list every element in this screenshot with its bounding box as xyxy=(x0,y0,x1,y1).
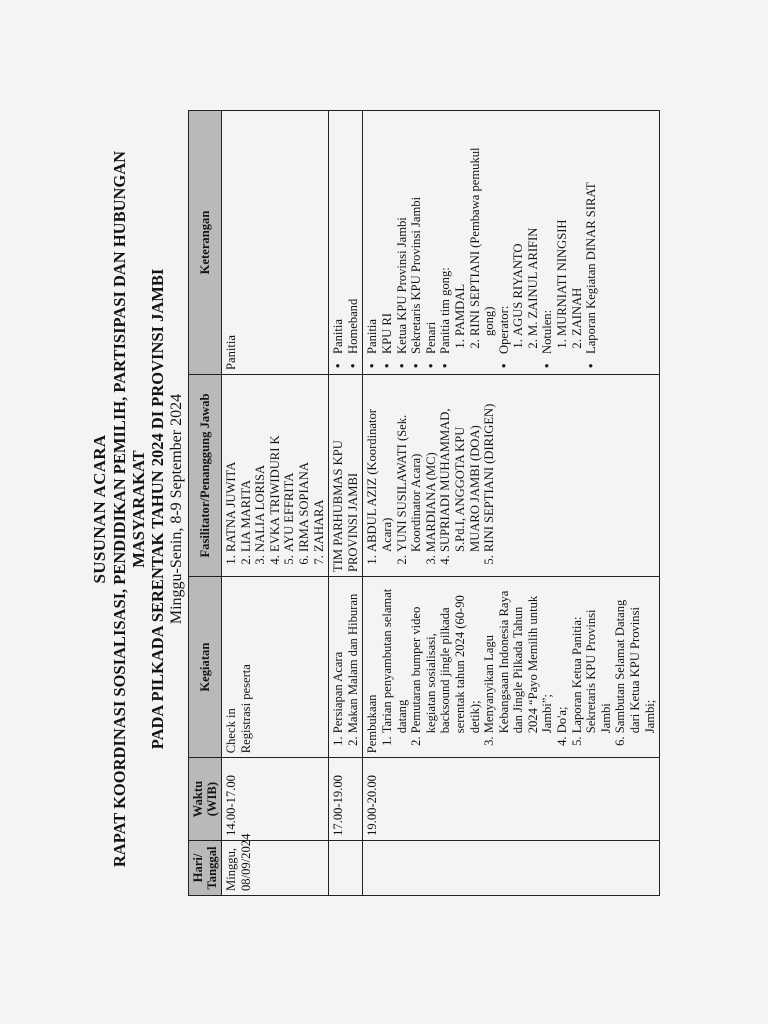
document-date: Minggu-Senin, 8-9 September 2024 xyxy=(168,393,185,625)
list-item: • KPU RI xyxy=(380,115,395,354)
cell-facilitator: TIM PARHUBMAS KPU PROVINSI JAMBI xyxy=(329,374,363,576)
gong-team-label: Panitia tim gong: xyxy=(438,267,453,354)
operator-label: Operator: xyxy=(496,305,511,354)
cell-day xyxy=(329,840,363,895)
cell-notes xyxy=(363,111,660,375)
cell-notes: Panitia xyxy=(222,111,329,375)
list-item xyxy=(497,115,541,354)
cell-facilitator xyxy=(222,374,329,576)
header-day: Hari/ Tanggal xyxy=(189,840,222,895)
list-item: 5. Laporan Ketua Panitia: Sekretaris KPU Provinsi Jambi xyxy=(570,581,614,733)
activity-intro: Pembukaan xyxy=(365,694,380,754)
cell-time: 19.00-20.00 xyxy=(363,758,660,841)
list-item: 5. AYU EFFRITA xyxy=(282,379,297,552)
list-item: 1. PAMDAL xyxy=(453,115,468,336)
list-item: 2. ZAINAH xyxy=(570,115,585,336)
cell-day xyxy=(363,840,660,895)
table-row xyxy=(363,111,660,896)
list-item: • Penari xyxy=(424,115,439,354)
document-heading xyxy=(90,114,186,904)
list-item: 2. LIA MARITA xyxy=(239,379,254,552)
header-facilitator: Fasilitator/Penanggung Jawab xyxy=(189,374,222,576)
list-item: • Homeband xyxy=(346,115,361,354)
cell-activity xyxy=(329,576,363,757)
list-item: 1. RATNA JUWITA xyxy=(224,379,239,552)
list-item: 1. ABDUL AZIZ (Koordinator Acara) xyxy=(365,379,394,552)
document-title: SUSUNAN ACARA xyxy=(90,434,109,584)
list-item: 3. Menyanyikan Lagu Kebangsaan Indonesia Raya dan Jingle Pilkada Tahun 2024 “Payo Memilih untuk Jambi”; xyxy=(482,581,555,733)
table-row xyxy=(222,111,329,896)
list-item: • Sekretaris KPU Provinsi Jambi xyxy=(409,115,424,354)
table-header-row xyxy=(189,111,222,896)
list-item: 7. ZAHARA xyxy=(312,379,327,552)
cell-activity xyxy=(363,576,660,757)
list-item: 6. IRMA SOPIANA xyxy=(297,379,312,552)
cell-time: 14.00-17.00 xyxy=(222,758,329,841)
cell-time: 17.00-19.00 xyxy=(329,758,363,841)
header-time: Waktu (WIB) xyxy=(189,758,222,841)
list-item: 1. AGUS RIYANTO xyxy=(511,115,526,336)
document-subtitle-line1: RAPAT KOORDINASI SOSIALISASI, PENDIDIKAN PEMILIH, PARTISIPASI DAN HUBUNGAN MASYARAKAT xyxy=(110,150,148,868)
list-item: 1. Tarian penyambutan selamat datang xyxy=(380,581,409,733)
activity-line: Check in xyxy=(224,708,238,754)
list-item: 5. RINI SEPTIANI (DIRIGEN) xyxy=(482,379,497,552)
list-item: 2. M. ZAINUL ARIFIN xyxy=(526,115,541,336)
notulen-label: Notulen: xyxy=(540,309,555,354)
list-item: 2. RINI SEPTIANI (Pembawa pemukul gong) xyxy=(468,115,497,336)
list-item xyxy=(438,115,496,354)
header-notes: Keterangan xyxy=(189,111,222,375)
list-item: 4. EVKA TRIWIDURI K xyxy=(268,379,283,552)
list-item: • Ketua KPU Provinsi Jambi xyxy=(395,115,410,354)
list-item: 4. Do'a; xyxy=(555,581,570,733)
cell-day: Minggu, 08/09/2024 xyxy=(222,840,329,895)
cell-notes xyxy=(329,111,363,375)
table-row xyxy=(329,111,363,896)
list-item: 4. SUPRIADI MUHAMMAD, S.Pd.I, ANGGOTA KPU MUARO JAMBI (DOA) xyxy=(438,379,482,552)
agenda-table xyxy=(188,110,660,896)
list-item: 2. Makan Malam dan Hiburan xyxy=(346,581,361,733)
list-item: • Panitia xyxy=(331,115,346,354)
list-item: 6. Sambutan Selamat Datang dari Ketua KPU Provinsi Jambi; xyxy=(613,581,657,733)
list-item: 3. NALIA LORISA xyxy=(253,379,268,552)
cell-facilitator xyxy=(363,374,660,576)
list-item: 2. Pemutaran bumper video kegiatan sosialisasi, backsound jingle pilkada serentak tahun 2024 (60-90 detik); xyxy=(409,581,482,733)
header-activity: Kegiatan xyxy=(189,576,222,757)
list-item: • Panitia xyxy=(365,115,380,354)
activity-line: Registrasi peserta xyxy=(238,664,253,754)
document-subtitle-line2: PADA PILKADA SERENTAK TAHUN 2024 DI PROVINSI JAMBI xyxy=(148,268,167,750)
list-item xyxy=(540,115,584,354)
list-item: 1. MURNIATI NINGSIH xyxy=(555,115,570,336)
cell-activity xyxy=(222,576,329,757)
list-item: • Laporan Kegiatan DINAR SIRAT xyxy=(584,115,599,354)
list-item: 2. YUNI SUSILAWATI (Sek. Koordinator Acara) xyxy=(395,379,424,552)
list-item: 3. MARDIANA (MC) xyxy=(424,379,439,552)
list-item: 1. Persiapan Acara xyxy=(331,581,346,733)
